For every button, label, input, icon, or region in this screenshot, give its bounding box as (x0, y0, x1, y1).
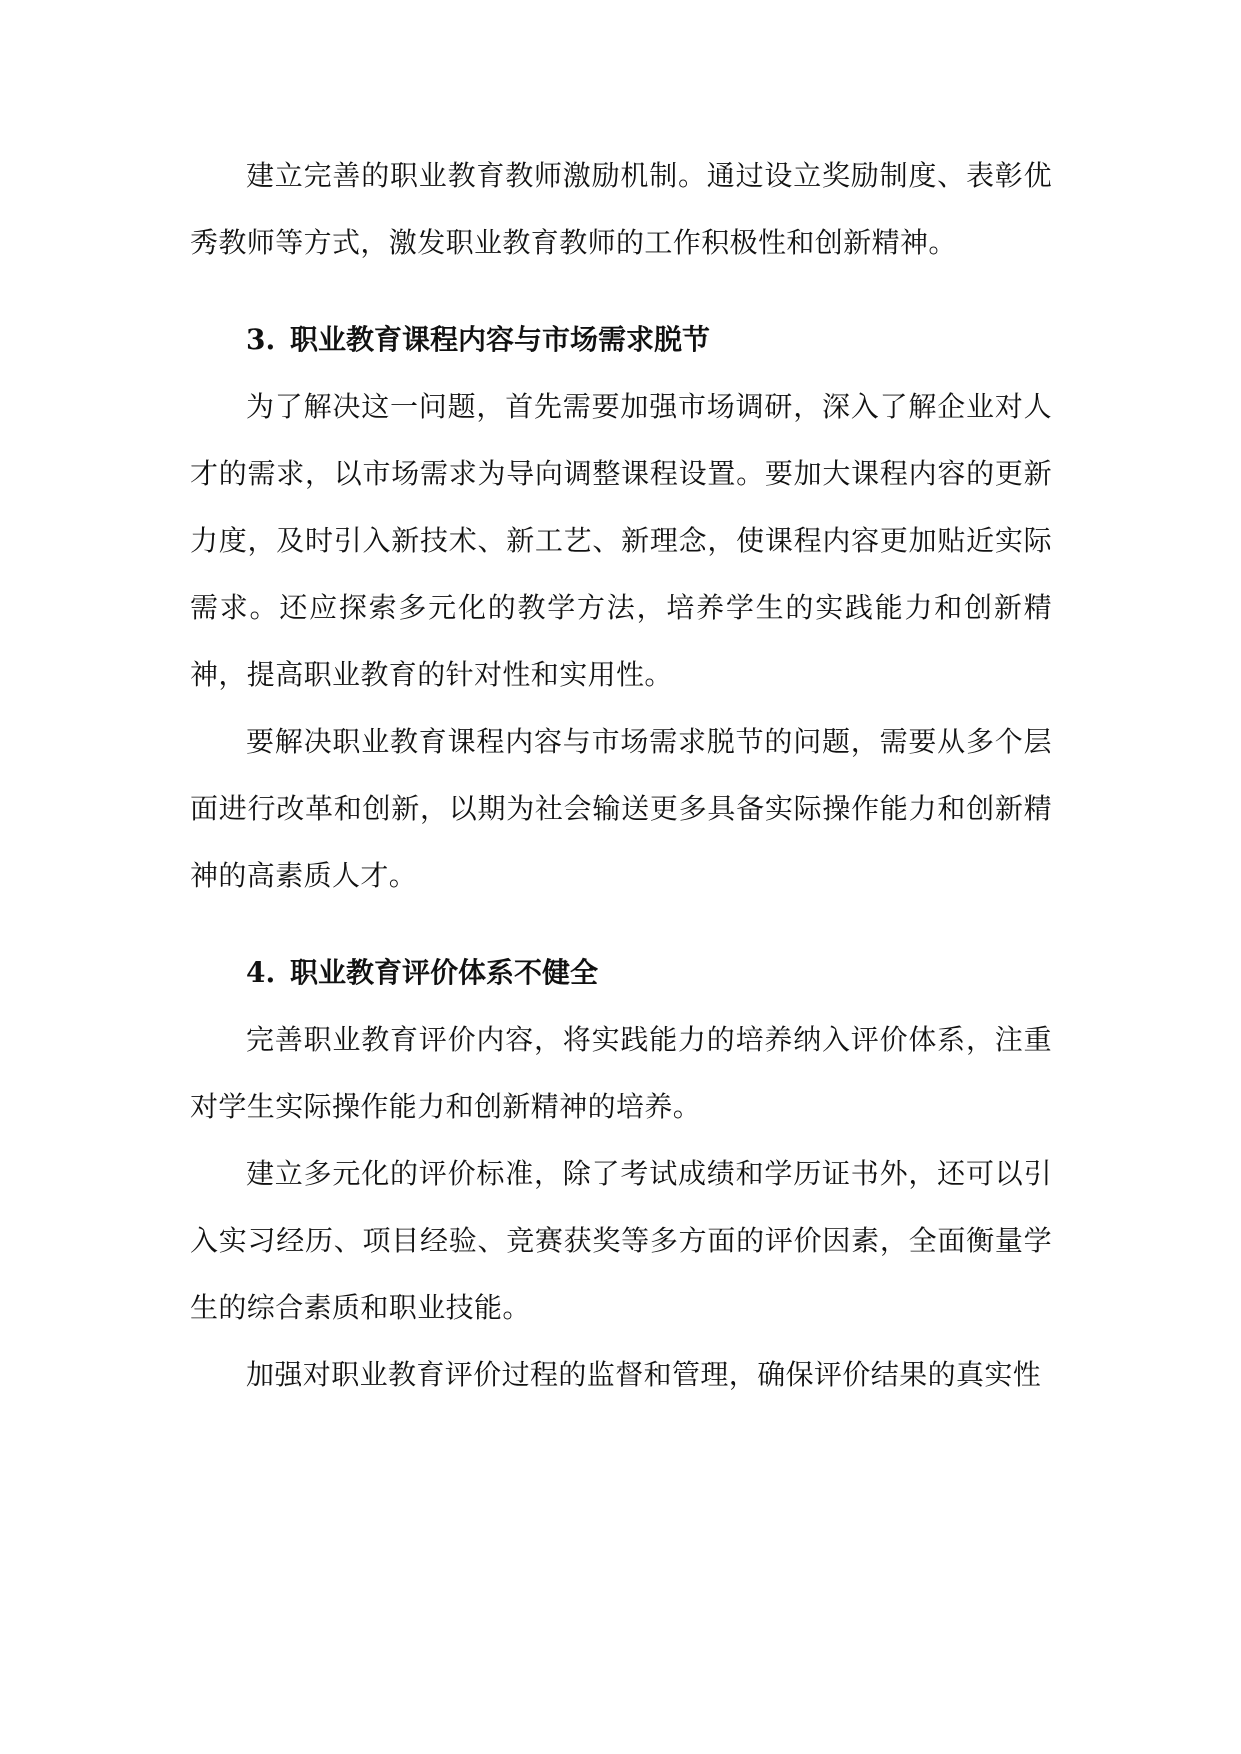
section-heading-3 (190, 306, 1052, 373)
paragraph-curriculum-reform: 要解决职业教育课程内容与市场需求脱节的问题，需要从多个层面进行改革和创新，以期为社会输送更多具备实际操作能力和创新精神的高素质人才。 (190, 725, 1052, 892)
section-title: 职业教育评价体系不健全 (290, 956, 599, 989)
document-body (190, 142, 1052, 1408)
paragraph-evaluation-content: 完善职业教育评价内容，将实践能力的培养纳入评价体系，注重对学生实际操作能力和创新精神的培养。 (190, 1023, 1052, 1123)
section-title: 职业教育课程内容与市场需求脱节 (290, 323, 711, 356)
section-number: 4. (246, 956, 276, 989)
paragraph-evaluation-supervision: 加强对职业教育评价过程的监督和管理，确保评价结果的真实性 (246, 1358, 1042, 1391)
paragraph-teacher-incentive: 建立完善的职业教育教师激励机制。通过设立奖励制度、表彰优秀教师等方式，激发职业教育教师的工作积极性和创新精神。 (190, 159, 1052, 259)
paragraph-evaluation-standards: 建立多元化的评价标准，除了考试成绩和学历证书外，还可以引入实习经历、项目经验、竞赛获奖等多方面的评价因素，全面衡量学生的综合素质和职业技能。 (190, 1157, 1052, 1324)
paragraph-market-research: 为了解决这一问题，首先需要加强市场调研，深入了解企业对人才的需求，以市场需求为导向调整课程设置。要加大课程内容的更新力度，及时引入新技术、新工艺、新理念，使课程内容更加贴近实际需求。还应探索多元化的教学方法，培养学生的实践能力和创新精神，提高职业教育的针对性和实用性。 (190, 390, 1052, 691)
section-number: 3. (246, 323, 276, 356)
section-heading-4 (190, 939, 1052, 1006)
